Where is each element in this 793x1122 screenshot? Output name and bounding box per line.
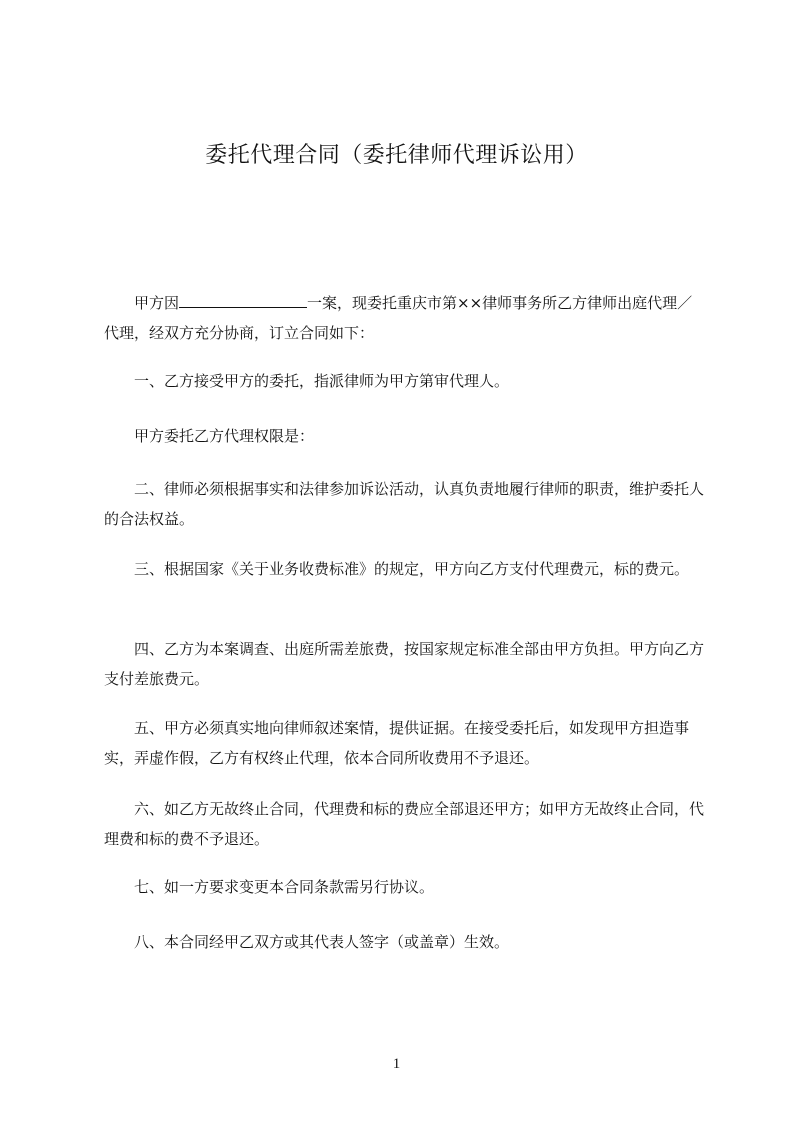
intro-text-before-blank: 甲方因 (134, 294, 180, 312)
clause-2: 二、律师必须根据事实和法律参加诉讼活动，认真负责地履行律师的职责，维护委托人的合法权益。 (104, 480, 705, 528)
document-title: 委托代理合同（委托律师代理诉讼用） (205, 143, 588, 168)
case-name-blank (179, 293, 307, 308)
clause-5: 五、甲方必须真实地向律师叙述案情，提供证据。在接受委托后，如发现甲方担造事实，弄虚作假，乙方有权终止代理，依本合同所收费用不予退还。 (104, 719, 690, 767)
clause-7: 七、如一方要求变更本合同条款需另行协议。 (134, 878, 435, 896)
clause-1: 一、乙方接受甲方的委托，指派律师为甲方第审代理人。 (134, 372, 510, 390)
authority-statement: 甲方委托乙方代理权限是： (134, 427, 315, 445)
intro-paragraph (104, 288, 704, 348)
clause-6: 六、如乙方无故终止合同，代理费和标的费应全部退还甲方；如甲方无故终止合同，代理费和标的费不予退还。 (104, 800, 705, 848)
page-number: 1 (392, 1056, 401, 1072)
clause-4: 四、乙方为本案调查、出庭所需差旅费，按国家规定标准全部由甲方负担。甲方向乙方支付差旅费元。 (104, 640, 705, 688)
intro-text-after-blank: 一案，现委托重庆市第××律师事务所乙方律师出庭代理／代理，经双方充分协商，订立合同如下： (104, 294, 693, 342)
clause-8: 八、本合同经甲乙双方或其代表人签字（或盖章）生效。 (134, 933, 510, 951)
clause-3: 三、根据国家《关于业务收费标准》的规定，甲方向乙方支付代理费元，标的费元。 (134, 560, 690, 578)
